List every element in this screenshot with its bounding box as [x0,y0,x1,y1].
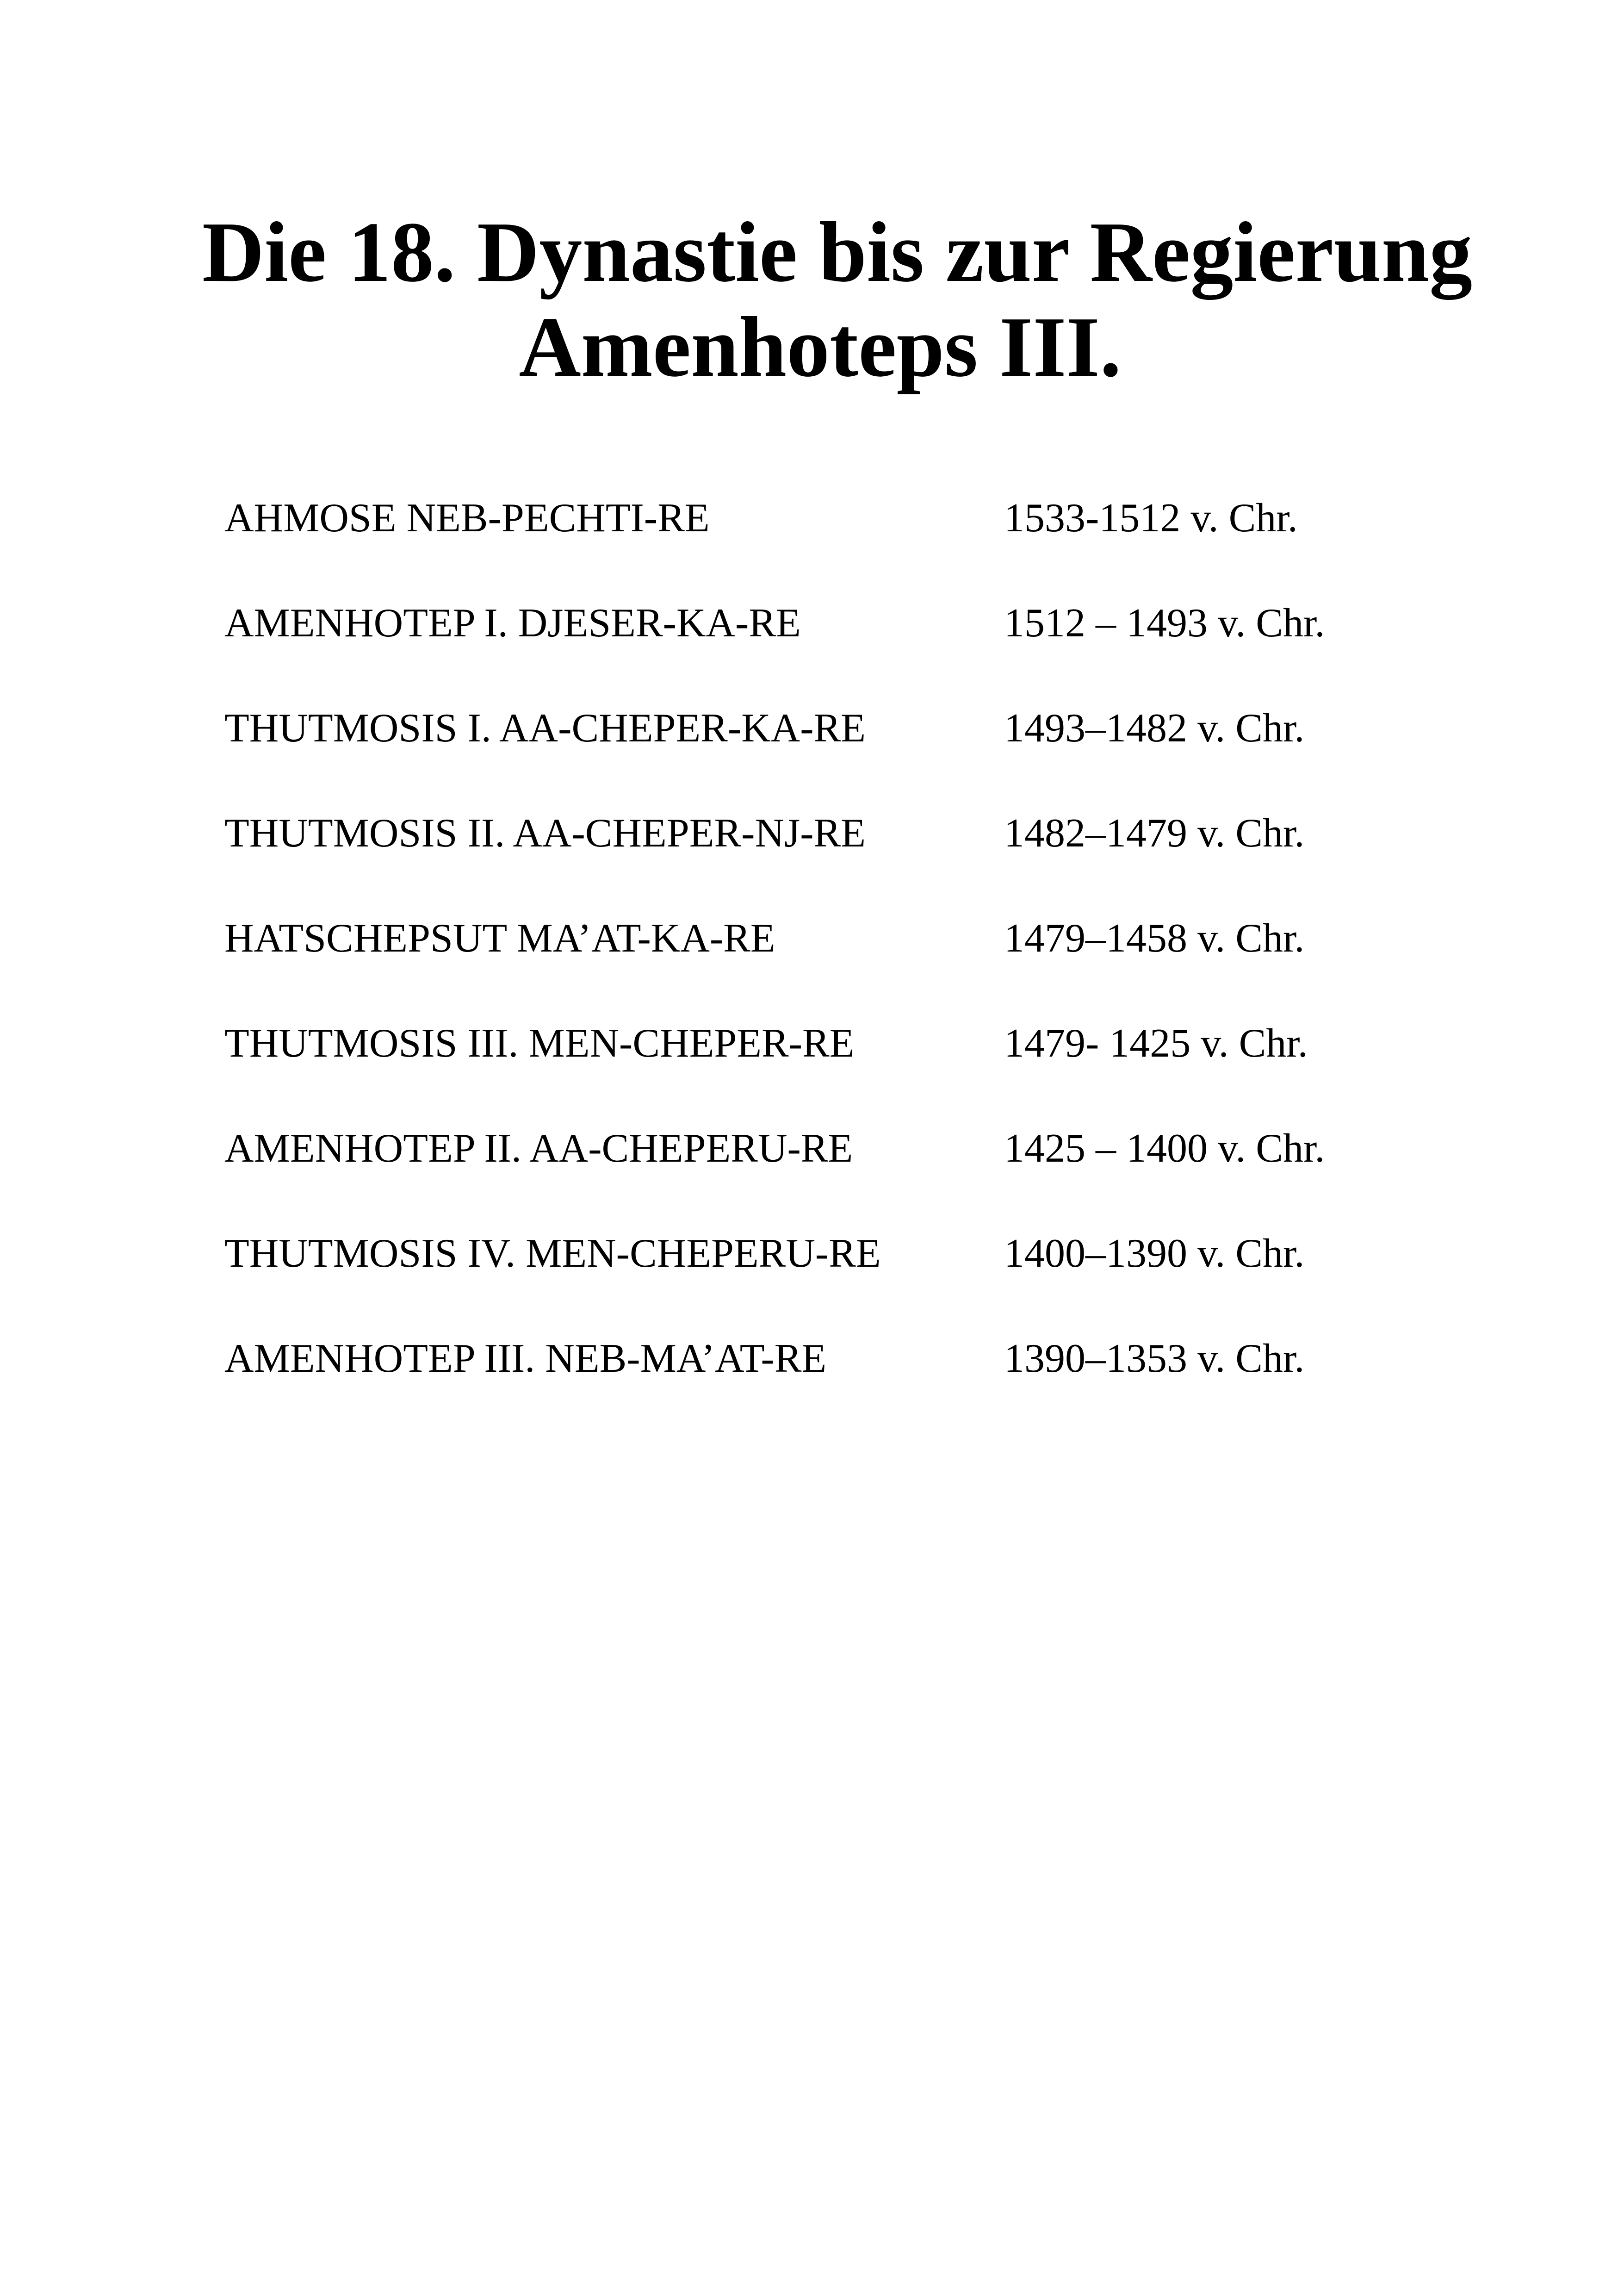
ruler-row [224,701,1427,756]
page-title-line-1: Die 18. Dynastie bis zur Regierung [202,205,1473,300]
ruler-row [224,1331,1427,1387]
ruler-name: AMENHOTEP II. AA-CHEPERU-RE [224,1126,853,1171]
page-title-line-2: Amenhoteps III. [519,299,1122,395]
ruler-name: AMENHOTEP III. NEB-MA’AT-RE [224,1336,827,1381]
ruler-dates: 1479–1458 v. Chr. [1004,916,1305,961]
ruler-name: THUTMOSIS IV. MEN-CHEPERU-RE [224,1231,881,1276]
ruler-name: THUTMOSIS II. AA-CHEPER-NJ-RE [224,811,866,856]
ruler-row [224,911,1427,966]
ruler-name: THUTMOSIS I. AA-CHEPER-KA-RE [224,706,866,751]
ruler-dates: 1390–1353 v. Chr. [1004,1336,1305,1381]
ruler-row [224,1226,1427,1282]
ruler-row [224,1121,1427,1176]
ruler-name: AHMOSE NEB-PECHTI-RE [224,496,710,541]
ruler-dates: 1479- 1425 v. Chr. [1004,1021,1308,1066]
ruler-dates: 1482–1479 v. Chr. [1004,811,1305,856]
ruler-row [224,596,1427,651]
ruler-dates: 1400–1390 v. Chr. [1004,1231,1305,1276]
ruler-row [224,1016,1427,1071]
ruler-row [224,806,1427,861]
ruler-name: HATSCHEPSUT MA’AT-KA-RE [224,916,775,961]
ruler-dates: 1493–1482 v. Chr. [1004,706,1305,751]
ruler-name: AMENHOTEP I. DJESER-KA-RE [224,601,801,646]
ruler-row [224,491,1427,546]
ruler-dates: 1533-1512 v. Chr. [1004,496,1298,541]
ruler-name: THUTMOSIS III. MEN-CHEPER-RE [224,1021,855,1066]
ruler-dates: 1512 – 1493 v. Chr. [1004,601,1325,646]
ruler-dates: 1425 – 1400 v. Chr. [1004,1126,1325,1171]
